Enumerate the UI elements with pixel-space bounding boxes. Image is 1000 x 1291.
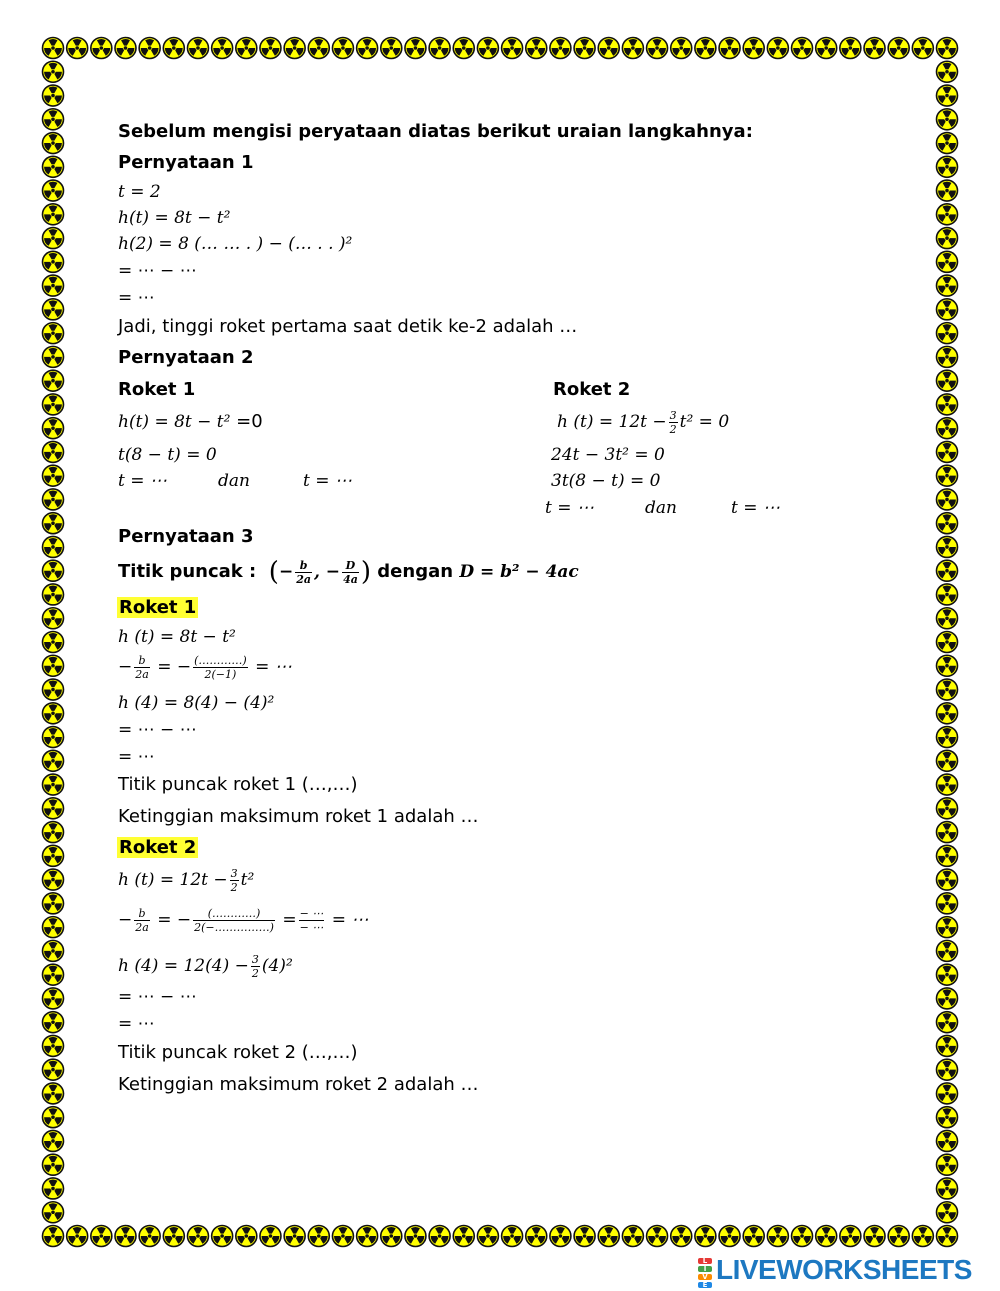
p1-line-5: = ⋯: [118, 288, 155, 308]
p1-line-1: t = 2: [118, 182, 161, 202]
rk2-max-text: Ketinggian maksimum roket 2 adalah …: [118, 1074, 479, 1095]
rk2-tail: = ⋯: [331, 910, 369, 930]
p2-r1-t1: t = ⋯: [118, 471, 167, 491]
p2-r1-line-1-math: h(t) = 8t − t²: [118, 412, 231, 432]
vertex-formula: [118, 554, 579, 590]
vertex-fraction-1: [295, 559, 312, 586]
fraction-numerator: 3: [669, 409, 677, 422]
fraction-denominator: 2: [230, 881, 238, 894]
vertex-fraction-2: [342, 559, 359, 586]
brand-icon-letter: I: [698, 1266, 712, 1272]
fraction-denominator: 2(−1): [204, 668, 237, 681]
fraction-denominator: 2a: [135, 668, 149, 681]
fraction-numerator: b: [134, 907, 150, 921]
rk2-fraction-b-2a: [134, 907, 150, 934]
rk2-vertex-text: Titik puncak roket 2 (…,…): [118, 1042, 358, 1063]
rk1-max-text: Ketinggian maksimum roket 1 adalah …: [118, 806, 479, 827]
p1-line-2: h(t) = 8t − t²: [118, 208, 231, 228]
rk2-line-5: = ⋯: [118, 1014, 155, 1034]
p2-r2-line-1-b: t² = 0: [679, 412, 730, 432]
p2-r2-line-1: [557, 406, 729, 438]
p2-r2-t2: t = ⋯: [731, 498, 780, 518]
rk2-eq: = −: [157, 910, 192, 930]
fraction-denominator: 2a: [296, 572, 311, 586]
p1-line-3: h(2) = 8 (… … . ) − (… . . )²: [118, 234, 353, 254]
fraction-denominator: 4a: [343, 572, 358, 586]
brand-icon-letter: E: [698, 1282, 712, 1288]
rk1-line-4: = ⋯ − ⋯: [118, 720, 197, 740]
p2-r1-line-1-tail: =0: [230, 411, 263, 432]
intro-text: Sebelum mengisi peryataan diatas berikut uraian langkahnya:: [118, 121, 753, 142]
p2-r2-fraction: [669, 409, 678, 436]
rk2-line-1-a: h (t) = 12t −: [118, 870, 228, 890]
rk1-tail: = ⋯: [255, 657, 292, 677]
statement-1-heading: Pernyataan 1: [118, 152, 254, 173]
fraction-numerator: 3: [230, 867, 238, 880]
rk1-line-1: h (t) = 8t − t²: [118, 627, 236, 647]
rk2-fraction-result[interactable]: [299, 907, 325, 934]
fraction-denominator: − ⋯: [299, 921, 324, 934]
dengan-word: dengan: [377, 561, 454, 582]
p1-line-4: = ⋯ − ⋯: [118, 261, 197, 281]
rk2-line-4: = ⋯ − ⋯: [118, 987, 197, 1007]
vertex-neg: −: [278, 562, 294, 582]
fraction-denominator: 2(−……………): [194, 921, 274, 934]
rk2-line-3: [118, 950, 293, 982]
rk1-line-5: = ⋯: [118, 747, 155, 767]
rk2-line-2: [118, 900, 368, 940]
statement-2-heading: Pernyataan 2: [118, 347, 254, 368]
vertex-separator: , −: [313, 562, 341, 582]
rk1-line-3: h (4) = 8(4) − (4)²: [118, 693, 275, 713]
fraction-denominator: 2a: [135, 921, 149, 934]
p2-r2-dan: dan: [645, 498, 677, 518]
rk1-fraction-blank[interactable]: [193, 654, 248, 681]
fraction-numerator: (…………): [193, 907, 275, 921]
rk2-fraction-blank[interactable]: [193, 907, 275, 934]
rk1-vertex-text: Titik puncak roket 1 (…,…): [118, 774, 358, 795]
fraction-denominator: 2: [669, 423, 677, 436]
brand-icon-letter: L: [698, 1258, 712, 1264]
rk2-line-1-b: t²: [240, 870, 255, 890]
rk2-fraction-3-2-b: [251, 953, 260, 980]
rk2-line-3-b: (4)²: [261, 956, 293, 976]
statement-3-heading: Pernyataan 3: [118, 526, 254, 547]
brand-text: LIVEWORKSHEETS: [716, 1254, 972, 1285]
p2-r2-line-1-a: h (t) = 12t −: [557, 412, 667, 432]
p2-r1-line-1: [118, 411, 263, 433]
p1-conclusion: Jadi, tinggi roket pertama saat detik ke-2 adalah …: [118, 316, 578, 337]
fraction-numerator: b: [134, 654, 150, 668]
rk1-eq: = −: [157, 657, 192, 677]
fraction-numerator: − ⋯: [299, 907, 324, 920]
rk2-line-3-a: h (4) = 12(4) −: [118, 956, 249, 976]
p2-roket-1-heading: Roket 1: [118, 379, 196, 400]
roket-1-highlight: Roket 1: [119, 597, 197, 618]
liveworksheets-logo: [698, 1254, 972, 1289]
roket-2-label: [117, 837, 198, 859]
p2-r1-t2: t = ⋯: [303, 471, 352, 491]
vertex-label: Titik puncak :: [118, 561, 257, 582]
rk2-fraction-3-2: [230, 867, 239, 894]
roket-1-label: [117, 597, 198, 619]
p2-r2-line-2: 24t − 3t² = 0: [551, 445, 665, 465]
live-icon: [698, 1257, 712, 1289]
rk1-fraction-b-2a: [134, 654, 150, 681]
fraction-numerator: D: [342, 559, 359, 573]
fraction-denominator: 2: [251, 967, 259, 980]
discriminant-formula: D = b² − 4ac: [459, 562, 579, 582]
fraction-numerator: (…………): [194, 654, 247, 667]
p2-r2-line-3: 3t(8 − t) = 0: [551, 471, 661, 491]
rk2-neg: −: [118, 910, 133, 930]
vertex-open-paren: (: [268, 557, 279, 587]
p2-r1-dan: dan: [218, 471, 250, 491]
p2-r1-line-2: t(8 − t) = 0: [118, 445, 217, 465]
rk2-eq-2: =: [282, 910, 297, 930]
rk2-line-1: [118, 864, 254, 896]
rk1-line-2: [118, 650, 292, 684]
fraction-numerator: b: [295, 559, 312, 573]
rk1-neg: −: [118, 657, 133, 677]
p2-roket-2-heading: Roket 2: [553, 379, 631, 400]
fraction-numerator: 3: [251, 953, 259, 966]
vertex-close-paren: ): [360, 557, 371, 587]
roket-2-highlight: Roket 2: [119, 837, 197, 858]
p2-r2-t1: t = ⋯: [545, 498, 594, 518]
brand-icon-letter: V: [698, 1274, 712, 1280]
